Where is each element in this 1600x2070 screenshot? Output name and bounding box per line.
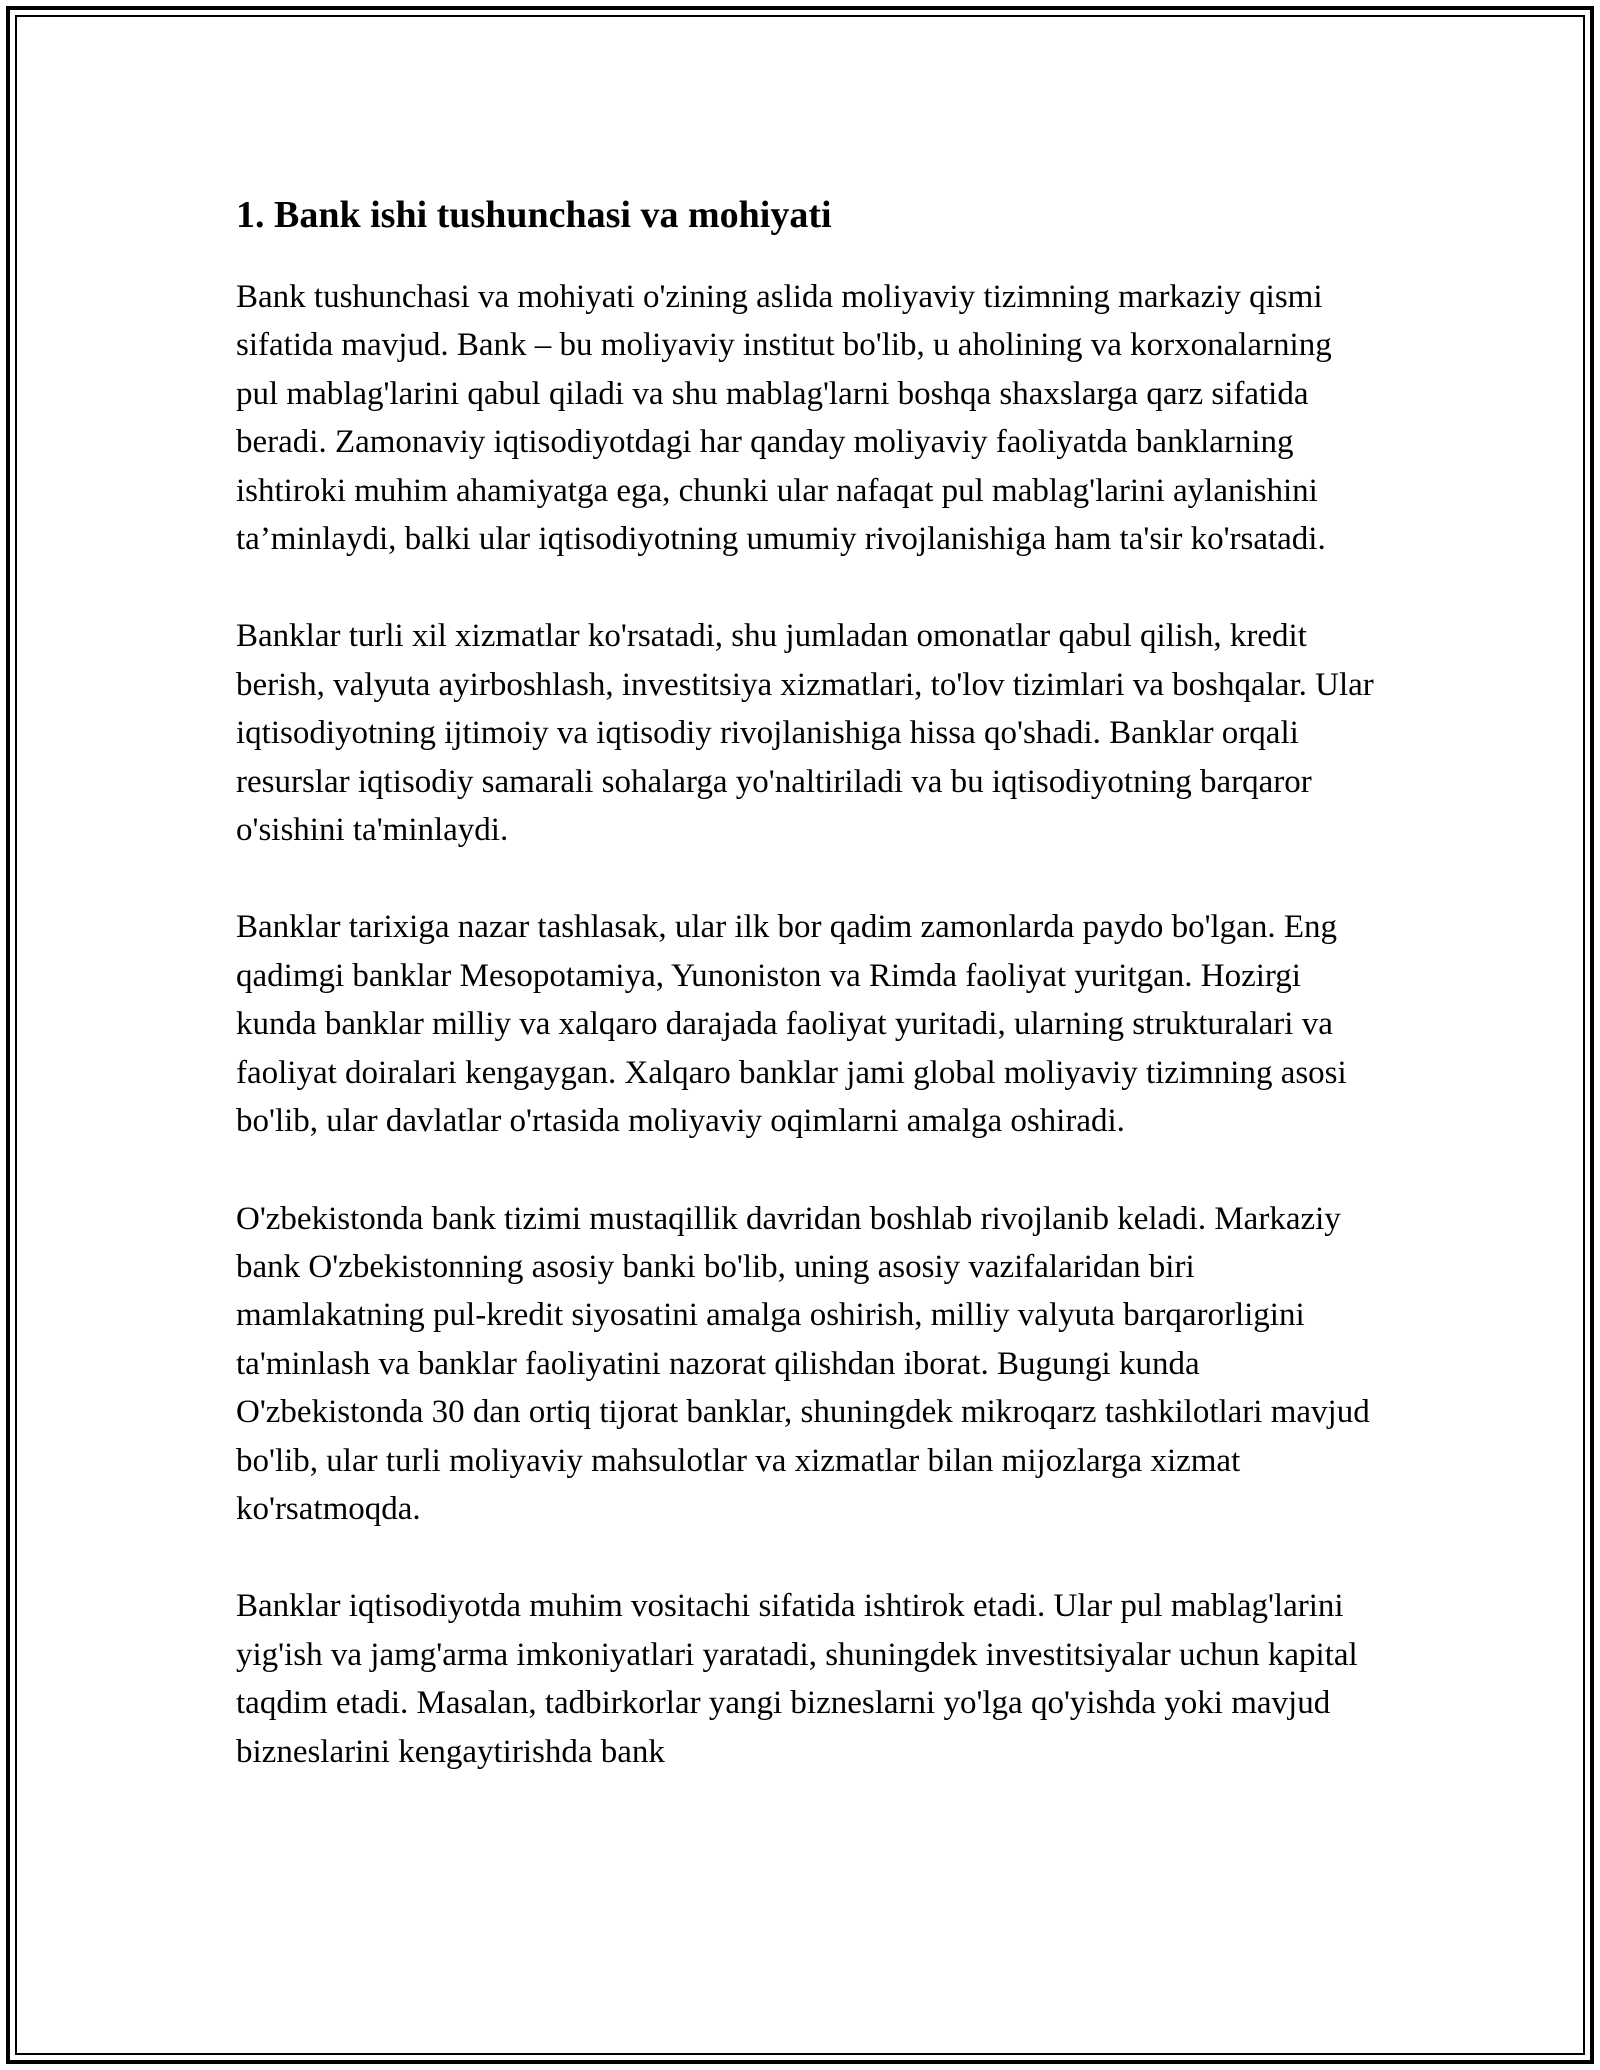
paragraph-3: Banklar tarixiga nazar tashlasak, ular ilk bor qadim zamonlarda paydo bo'lgan. Eng qadimgi banklar Mesopotamiya, Yunoniston va Rimda faoliyat yuritgan. Hozirgi kunda banklar milliy va xalqaro darajada faoliyat yuritadi, ularning strukturalari va faoliyat doiralari kengaygan. Xalqaro banklar jami global moliyaviy tizimning asosi bo'lib, ular davlatlar o'rtasida moliyaviy oqimlarni amalga oshiradi. (236, 909, 1347, 1140)
paragraph-2: Banklar turli xil xizmatlar ko'rsatadi, shu jumladan omonatlar qabul qilish, kredit berish, valyuta ayirboshlash, investitsiya xizmatlari, to'lov tizimlari va boshqalar. Ular iqtisodiyotning ijtimoiy va iqtisodiy rivojlanishiga hissa qo'shadi. Banklar orqali resurslar iqtisodiy samarali sohalarga yo'naltiriladi va bu iqtisodiyotning barqaror o'sishini ta'minlaydi. (236, 618, 1374, 849)
paragraph-1: Bank tushunchasi va mohiyati o'zining aslida moliyaviy tizimning markaziy qismi sifatida mavjud. Bank – bu moliyaviy institut bo'lib, u aholining va korxonalarning pul mablag'larini qabul qiladi va shu mablag'larni boshqa shaxslarga qarz sifatida beradi. Zamonaviy iqtisodiyotdagi har qanday moliyaviy faoliyatda banklarning ishtiroki muhim ahamiyatga ega, chunki ular nafaqat pul mablag'larini aylanishini ta’minlaydi, balki ular iqtisodiyotning umumiy rivojlanishiga ham ta'sir ko'rsatadi. (236, 279, 1332, 558)
section-title: 1. Bank ishi tushunchasi va mohiyati (236, 194, 832, 236)
paragraph-4: O'zbekistonda bank tizimi mustaqillik davridan boshlab rivojlanib keladi. Markaziy bank O'zbekistonning asosiy banki bo'lib, uning asosiy vazifalaridan biri mamlakatning pul-kredit siyosatini amalga oshirish, milliy valyuta barqarorligini ta'minlash va banklar faoliyatini nazorat qilishdan iborat. Bugungi kunda O'zbekistonda 30 dan ortiq tijorat banklar, shuningdek mikroqarz tashkilotlari mavjud bo'lib, ular turli moliyaviy mahsulotlar va xizmatlar bilan mijozlarga xizmat ko'rsatmoqda. (236, 1200, 1370, 1527)
paragraph-5: Banklar iqtisodiyotda muhim vositachi sifatida ishtirok etadi. Ular pul mablag'larini yig'ish va jamg'arma imkoniyatlari yaratadi, shuningdek investitsiyalar uchun kapital taqdim etadi. Masalan, tadbirkorlar yangi bizneslarni yo'lga qo'yishda yoki mavjud bizneslarini kengaytirishda bank (236, 1588, 1358, 1770)
document-body (236, 184, 1376, 1825)
